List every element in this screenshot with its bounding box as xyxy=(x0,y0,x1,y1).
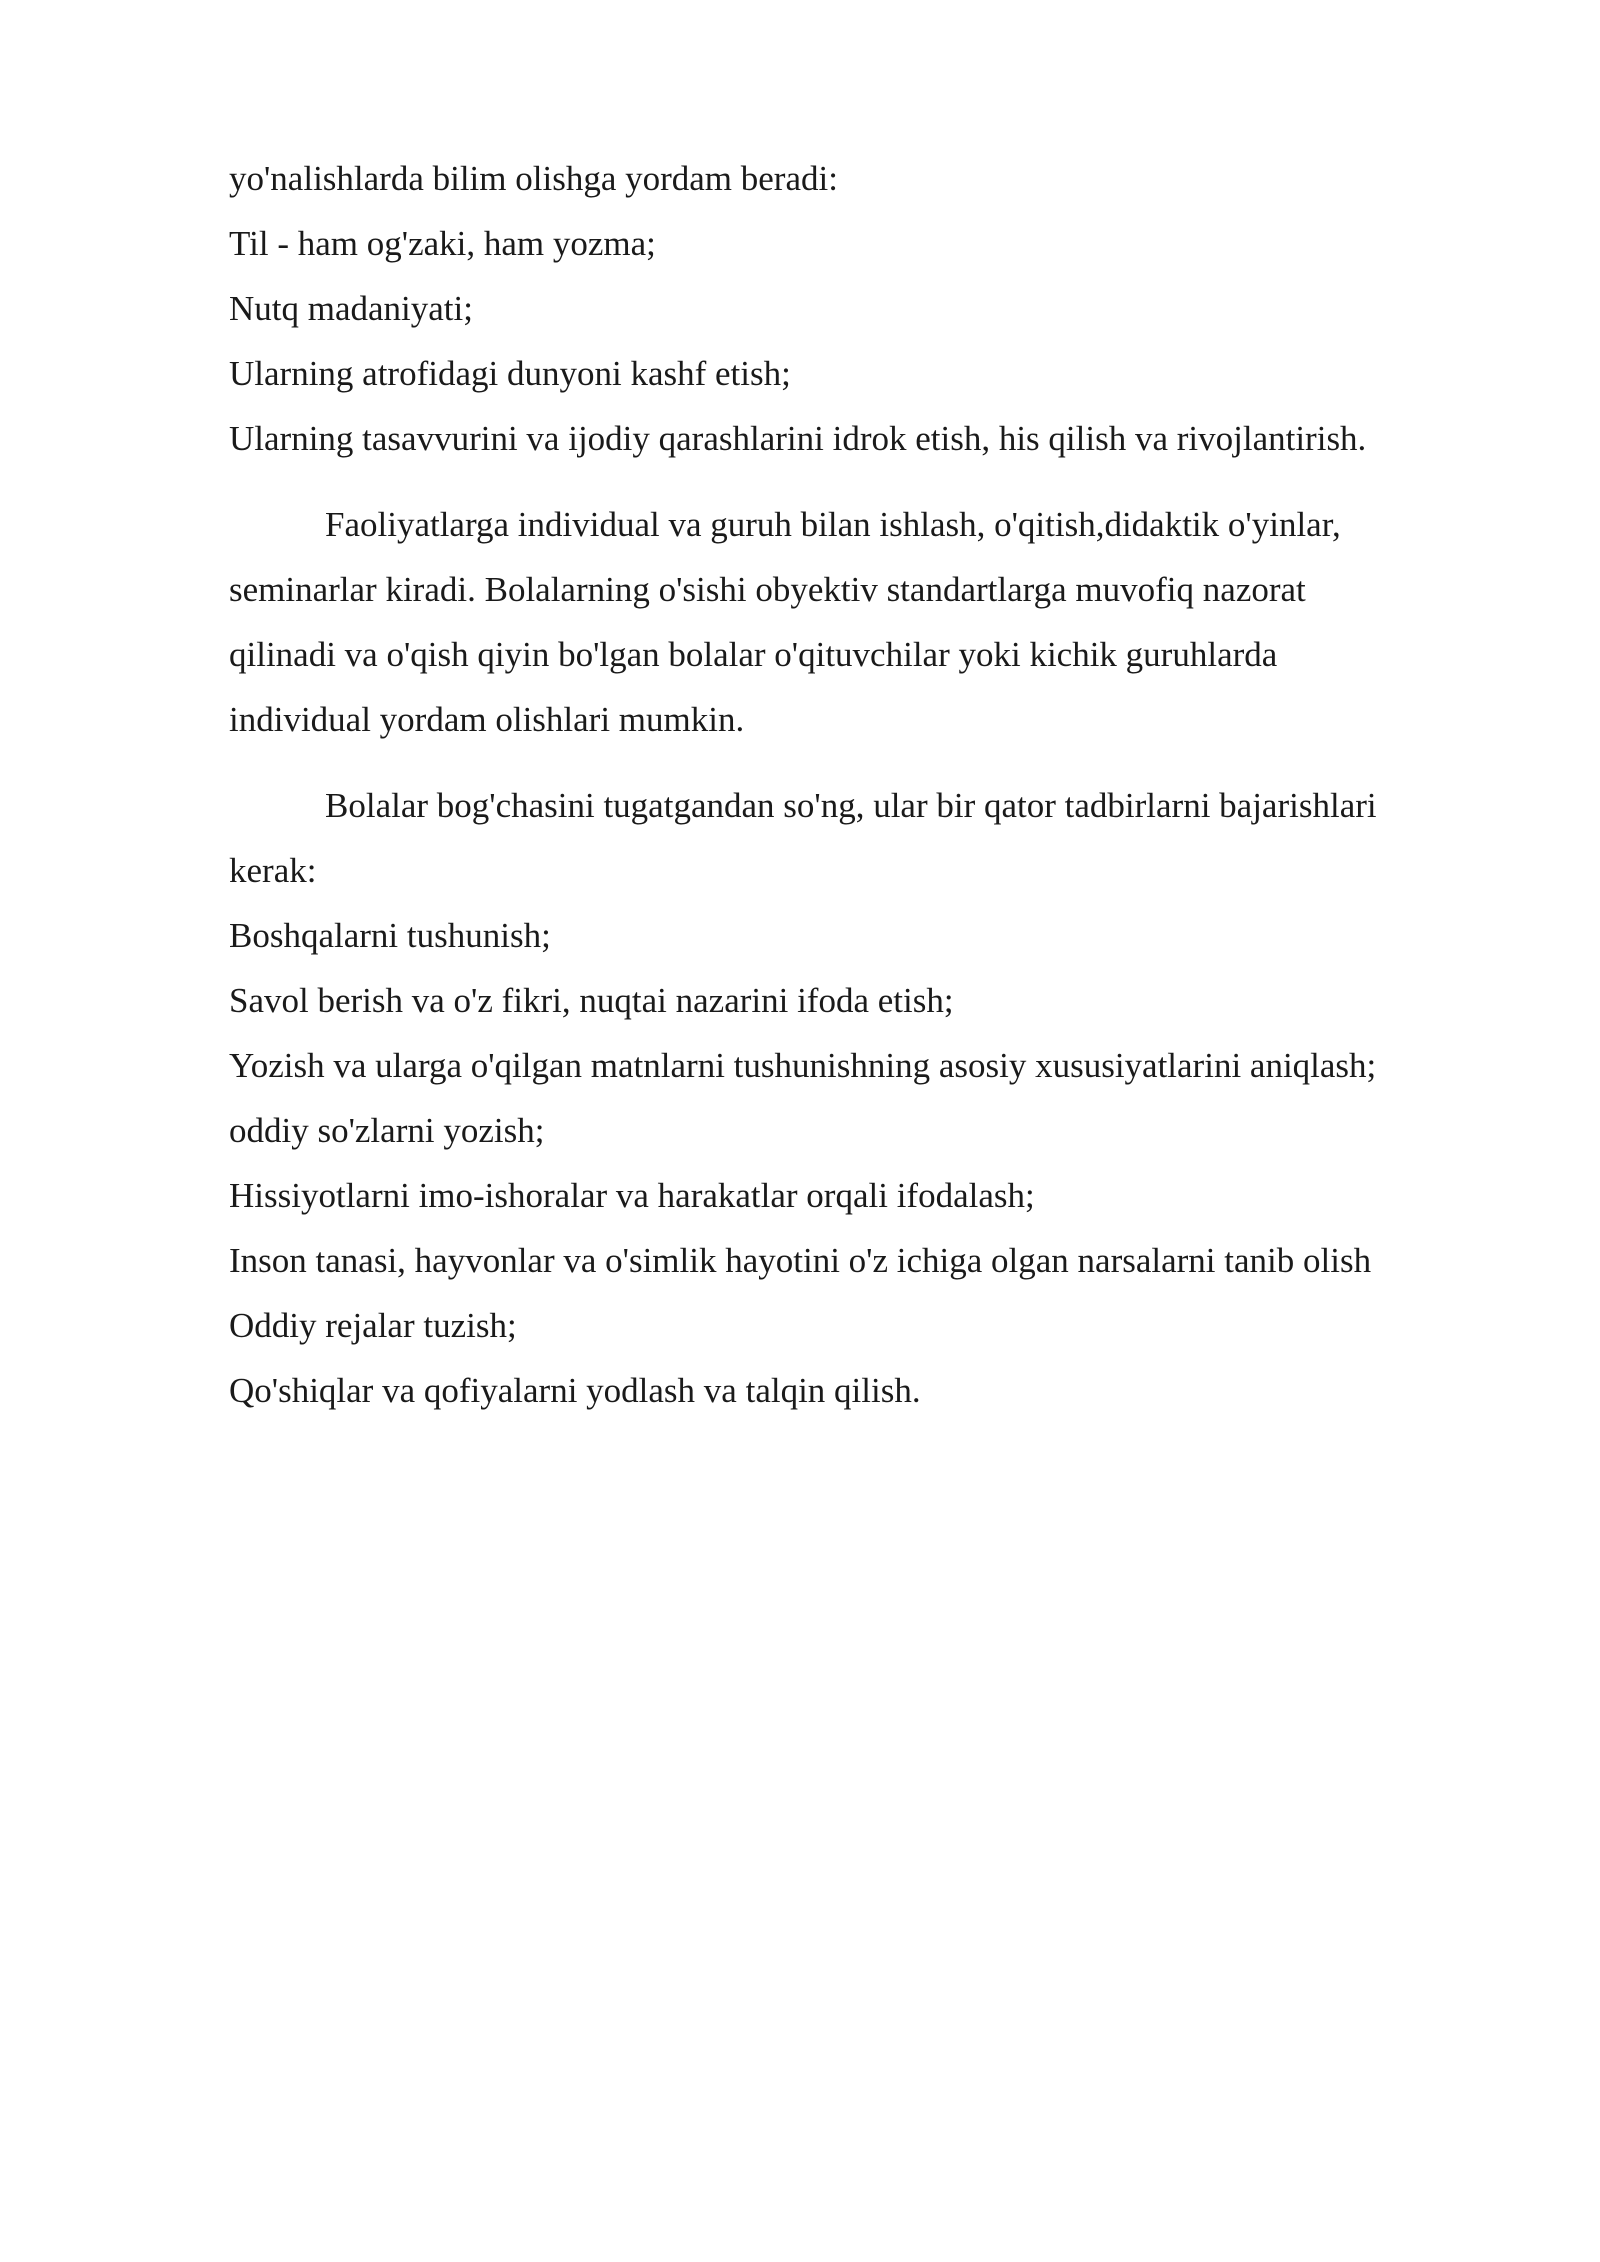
paragraph-line: qilinadi va o'qish qiyin bo'lgan bolalar o'qituvchilar yoki kichik guruhlarda xyxy=(229,635,1278,674)
paragraph-spacing xyxy=(229,752,1499,773)
list-item: Savol berish va o'z fikri, nuqtai nazarini ifoda etish; xyxy=(229,981,954,1020)
paragraph-line: seminarlar kiradi. Bolalarning o'sishi obyektiv standartlarga muvofiq nazorat xyxy=(229,570,1306,609)
list-item: Hissiyotlarni imo-ishoralar va harakatlar orqali ifodalash; xyxy=(229,1176,1035,1215)
list-item: Til - ham og'zaki, ham yozma; xyxy=(229,224,656,263)
list-item: Nutq madaniyati; xyxy=(229,289,473,328)
paragraph-line: kerak: xyxy=(229,851,317,890)
list-item: Oddiy rejalar tuzish; xyxy=(229,1306,517,1345)
paragraph-line: Bolalar bog'chasini tugatgandan so'ng, ular bir qator tadbirlarni bajarishlari xyxy=(325,786,1377,825)
list-item: Qo'shiqlar va qofiyalarni yodlash va talqin qilish. xyxy=(229,1371,921,1410)
list-item: Yozish va ularga o'qilgan matnlarni tushunishning asosiy xususiyatlarini aniqlash; xyxy=(229,1046,1377,1085)
list-item: oddiy so'zlarni yozish; xyxy=(229,1111,545,1150)
list-item: Boshqalarni tushunish; xyxy=(229,916,551,955)
list-item: Ularning atrofidagi dunyoni kashf etish; xyxy=(229,354,791,393)
paragraph-line: individual yordam olishlari mumkin. xyxy=(229,700,745,739)
list-item: Ularning tasavvurini va ijodiy qarashlarini idrok etish, his qilish va rivojlantirish. xyxy=(229,419,1367,458)
paragraph-line: Faoliyatlarga individual va guruh bilan ishlash, o'qitish,didaktik o'yinlar, xyxy=(325,505,1341,544)
text-line: yo'nalishlarda bilim olishga yordam beradi: xyxy=(229,159,838,198)
outcomes-paragraph xyxy=(229,773,1499,1423)
activities-paragraph xyxy=(229,492,1499,752)
paragraph-spacing xyxy=(229,471,1499,492)
intro-list xyxy=(229,146,1499,471)
document-body xyxy=(229,146,1499,1423)
list-item: Inson tanasi, hayvonlar va o'simlik hayotini o'z ichiga olgan narsalarni tanib olish xyxy=(229,1241,1372,1280)
